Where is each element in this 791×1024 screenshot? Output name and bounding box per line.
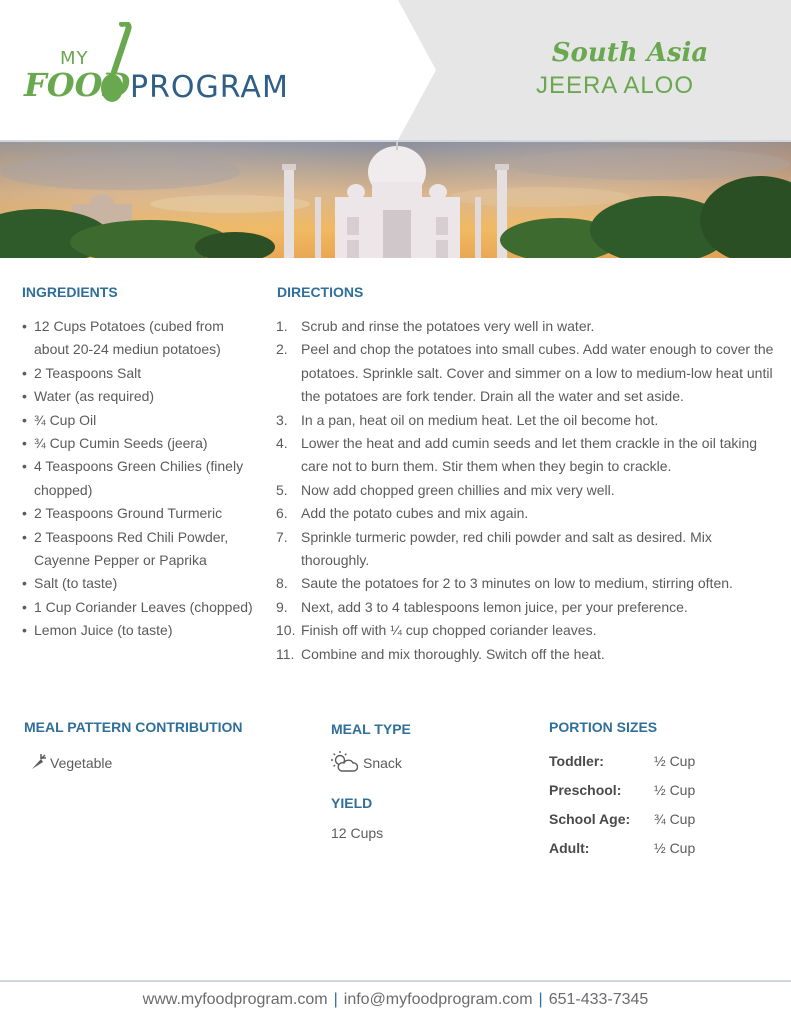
directions-list	[276, 315, 776, 666]
yield-title: YIELD	[331, 795, 373, 811]
meal-pattern-title: MEAL PATTERN CONTRIBUTION	[24, 719, 243, 735]
step-text: Sprinkle turmeric powder, red chili powder and salt as desired. Mix thoroughly.	[301, 528, 712, 569]
footer-separator: |	[333, 991, 338, 1008]
region-title: South Asia	[551, 38, 709, 68]
step-text: Lower the heat and add cumin seeds and let them crackle in the oil taking care not to burn them. Stir them when they begin to crackle.	[301, 435, 758, 475]
direction-step	[276, 502, 776, 525]
email-link[interactable]: info@myfoodprogram.com	[343, 991, 533, 1008]
meal-pattern-value: Vegetable	[50, 755, 113, 771]
footer-separator: |	[538, 991, 543, 1008]
dish-title: JEERA ALOO	[535, 72, 695, 99]
banner-image	[0, 142, 791, 258]
logo	[22, 22, 322, 112]
step-number: 10.	[276, 622, 296, 639]
step-number: 11.	[276, 645, 295, 662]
ingredients-list	[22, 315, 262, 643]
direction-step	[276, 619, 776, 642]
ingredient-item: • 4 Teaspoons Green Chilies (finely chopped)	[22, 455, 262, 502]
step-number: 3.	[276, 411, 288, 428]
meal-type-value: Snack	[363, 755, 402, 771]
step-text: Next, add 3 to 4 tablespoons lemon juice, per your preference.	[301, 598, 688, 615]
step-text: Now add chopped green chillies and mix very well.	[301, 481, 615, 498]
direction-step	[276, 338, 776, 408]
step-text: In a pan, heat oil on medium heat. Let the oil become hot.	[301, 411, 659, 428]
footer-divider	[0, 980, 791, 982]
step-number: 5.	[276, 481, 288, 498]
step-number: 1.	[276, 318, 288, 334]
directions-title: DIRECTIONS	[277, 284, 364, 300]
ingredient-item: • 12 Cups Potatoes (cubed from about 20-24 mediun potatoes)	[22, 315, 262, 362]
ingredient-item: • 2 Teaspoons Red Chili Powder, Cayenne Pepper or Paprika	[22, 526, 262, 573]
footer	[0, 991, 791, 1009]
logo-program-text: PROGRAM	[130, 70, 289, 105]
direction-step	[276, 315, 776, 338]
ingredient-item: • ¾ Cup Cumin Seeds (jeera)	[22, 432, 262, 455]
phone-number[interactable]: 651-433-7345	[548, 991, 649, 1008]
step-text: Finish off with ¼ cup chopped coriander leaves.	[301, 622, 597, 639]
portion-value: ½ Cup	[654, 753, 696, 769]
portion-label: School Age:	[549, 811, 631, 827]
step-number: 4.	[276, 435, 288, 452]
ingredient-item: • 1 Cup Coriander Leaves (chopped)	[22, 596, 262, 619]
step-text: Peel and chop the potatoes into small cubes. Add water enough to cover the potatoes. Sprinkle salt. Cover and simmer on a low to medium-low heat until the potatoes are fork tender. Drain all the water and set aside.	[301, 341, 774, 405]
direction-step	[276, 526, 776, 573]
step-number: 2.	[276, 341, 288, 358]
portion-value: ½ Cup	[654, 782, 696, 798]
direction-step	[276, 432, 776, 479]
ingredient-item: • Salt (to taste)	[22, 572, 262, 595]
direction-step	[276, 409, 776, 432]
step-number: 6.	[276, 505, 288, 522]
direction-step	[276, 572, 776, 595]
ingredient-item: • Water (as required)	[22, 385, 262, 408]
step-number: 7.	[276, 528, 288, 545]
direction-step	[276, 596, 776, 619]
step-text: Saute the potatoes for 2 to 3 minutes on low to medium, stirring often.	[301, 575, 733, 592]
step-text: Scrub and rinse the potatoes very well in water.	[301, 318, 595, 334]
ingredient-item: • 2 Teaspoons Salt	[22, 362, 262, 385]
direction-step	[276, 643, 776, 666]
ingredient-item: • 2 Teaspoons Ground Turmeric	[22, 502, 262, 525]
portion-label: Toddler:	[549, 753, 604, 769]
portion-value: ¾ Cup	[654, 811, 696, 827]
portion-sizes-title: PORTION SIZES	[549, 719, 658, 735]
page-header	[0, 0, 791, 140]
carrot-icon	[29, 753, 47, 771]
ingredient-item: • ¾ Cup Oil	[22, 409, 262, 432]
step-number: 9.	[276, 598, 288, 615]
portion-value: ½ Cup	[654, 840, 696, 856]
direction-step	[276, 479, 776, 502]
step-number: 8.	[276, 575, 288, 592]
step-text: Combine and mix thoroughly. Switch off the heat.	[301, 645, 605, 662]
ingredients-title: INGREDIENTS	[22, 284, 118, 300]
portion-label: Preschool:	[549, 782, 622, 798]
website-link[interactable]: www.myfoodprogram.com	[142, 991, 328, 1008]
meal-type-title: MEAL TYPE	[331, 721, 411, 737]
header-title-panel	[398, 0, 791, 140]
step-text: Add the potato cubes and mix again.	[301, 505, 529, 522]
sun-cloud-icon	[330, 750, 358, 774]
taj-mahal-banner	[0, 142, 791, 258]
logo-my-text: MY	[60, 48, 89, 69]
logo-food-text: FOOD	[24, 66, 131, 104]
portion-label: Adult:	[549, 840, 590, 856]
yield-value: 12 Cups	[331, 825, 384, 841]
ingredient-item: • Lemon Juice (to taste)	[22, 619, 262, 642]
